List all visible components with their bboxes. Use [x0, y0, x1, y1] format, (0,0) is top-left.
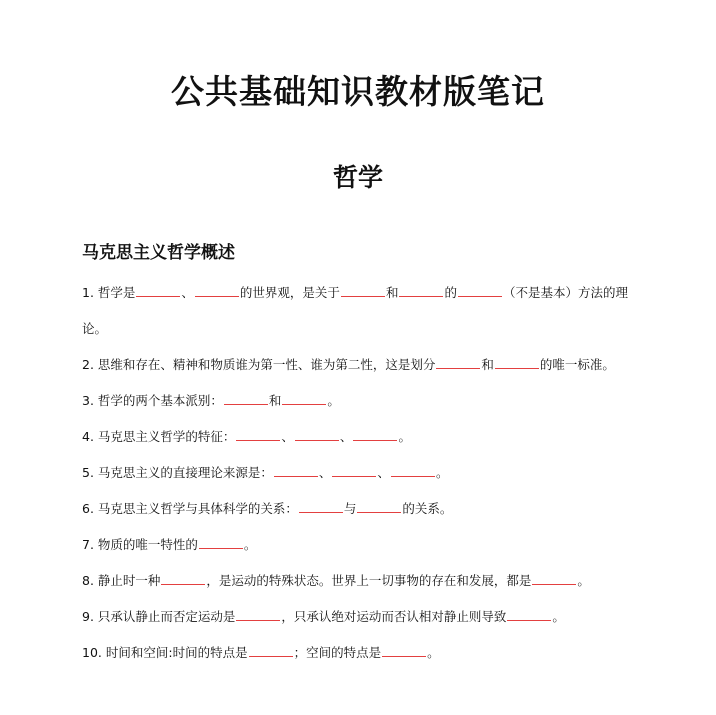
answer-blank: [236, 427, 280, 441]
question-text: 8. 静止时一种: [82, 573, 161, 588]
question-item: [82, 563, 642, 599]
question-item: [82, 419, 642, 455]
question-item: [82, 527, 642, 563]
question-text: 的关系。: [402, 501, 453, 516]
answer-blank: [295, 427, 339, 441]
question-text: 10. 时间和空间:时间的特点是: [82, 645, 248, 660]
question-text: 的唯一标准。: [539, 357, 615, 372]
question-text: 5. 马克思主义的直接理论来源是：: [82, 465, 273, 480]
question-text: ；空间的特点是: [293, 645, 382, 660]
answer-blank: [136, 283, 180, 297]
question-item: [82, 383, 642, 419]
question-text: 和: [268, 393, 282, 408]
question-text: （不是基本）方法的理论。: [82, 285, 628, 336]
question-text: ，是运动的特殊状态。世界上一切事物的存在和发展，都是: [206, 573, 532, 588]
question-text: ，只承认绝对运动而否认相对静止则导致: [281, 609, 507, 624]
answer-blank: [249, 643, 293, 657]
answer-blank: [332, 463, 376, 477]
question-text: 。: [427, 645, 440, 660]
answer-blank: [532, 571, 576, 585]
question-text: 3. 哲学的两个基本派别：: [82, 393, 223, 408]
document-subtitle: 哲学: [332, 163, 383, 192]
question-item: [82, 455, 642, 491]
document-title: 公共基础知识教材版笔记: [171, 72, 545, 111]
answer-blank: [199, 535, 243, 549]
question-text: 和: [481, 357, 494, 372]
answer-blank: [357, 499, 401, 513]
question-text: 。: [435, 465, 449, 480]
question-text: 和: [385, 285, 399, 300]
answer-blank: [436, 355, 480, 369]
question-text: 。: [243, 537, 257, 552]
section-heading: 马克思主义哲学概述: [82, 243, 235, 263]
question-item: [82, 491, 642, 527]
question-text: 的: [444, 285, 457, 300]
answer-blank: [458, 283, 502, 297]
question-text: 7. 物质的唯一特性的: [82, 537, 198, 552]
question-text: 、: [318, 465, 332, 480]
question-text: 6. 马克思主义哲学与具体科学的关系：: [82, 501, 298, 516]
question-text: 。: [552, 609, 565, 624]
question-item: [82, 347, 642, 383]
question-text: 2. 思维和存在、精神和物质谁为第一性、谁为第二性，这是划分: [82, 357, 436, 372]
answer-blank: [299, 499, 343, 513]
answer-blank: [353, 427, 397, 441]
answer-blank: [391, 463, 435, 477]
question-text: 。: [577, 573, 590, 588]
question-text: 9. 只承认静止而否定运动是: [82, 609, 236, 624]
answer-blank: [236, 607, 280, 621]
question-text: 、: [181, 285, 194, 300]
answer-blank: [195, 283, 239, 297]
question-text: 1. 哲学是: [82, 285, 136, 300]
question-item: [82, 635, 642, 671]
answer-blank: [399, 283, 443, 297]
question-text: 。: [398, 429, 411, 444]
question-list: [82, 275, 642, 671]
question-item: [82, 275, 642, 347]
answer-blank: [495, 355, 539, 369]
question-text: 4. 马克思主义哲学的特征：: [82, 429, 236, 444]
question-text: 、: [281, 429, 294, 444]
answer-blank: [282, 391, 326, 405]
question-text: 、: [339, 429, 353, 444]
answer-blank: [274, 463, 318, 477]
question-text: 。: [327, 393, 340, 408]
answer-blank: [224, 391, 268, 405]
question-text: 、: [377, 465, 390, 480]
answer-blank: [341, 283, 385, 297]
answer-blank: [161, 571, 205, 585]
question-text: 的世界观，是关于: [239, 285, 340, 300]
answer-blank: [382, 643, 426, 657]
answer-blank: [507, 607, 551, 621]
question-text: 与: [343, 501, 357, 516]
question-item: [82, 599, 642, 635]
